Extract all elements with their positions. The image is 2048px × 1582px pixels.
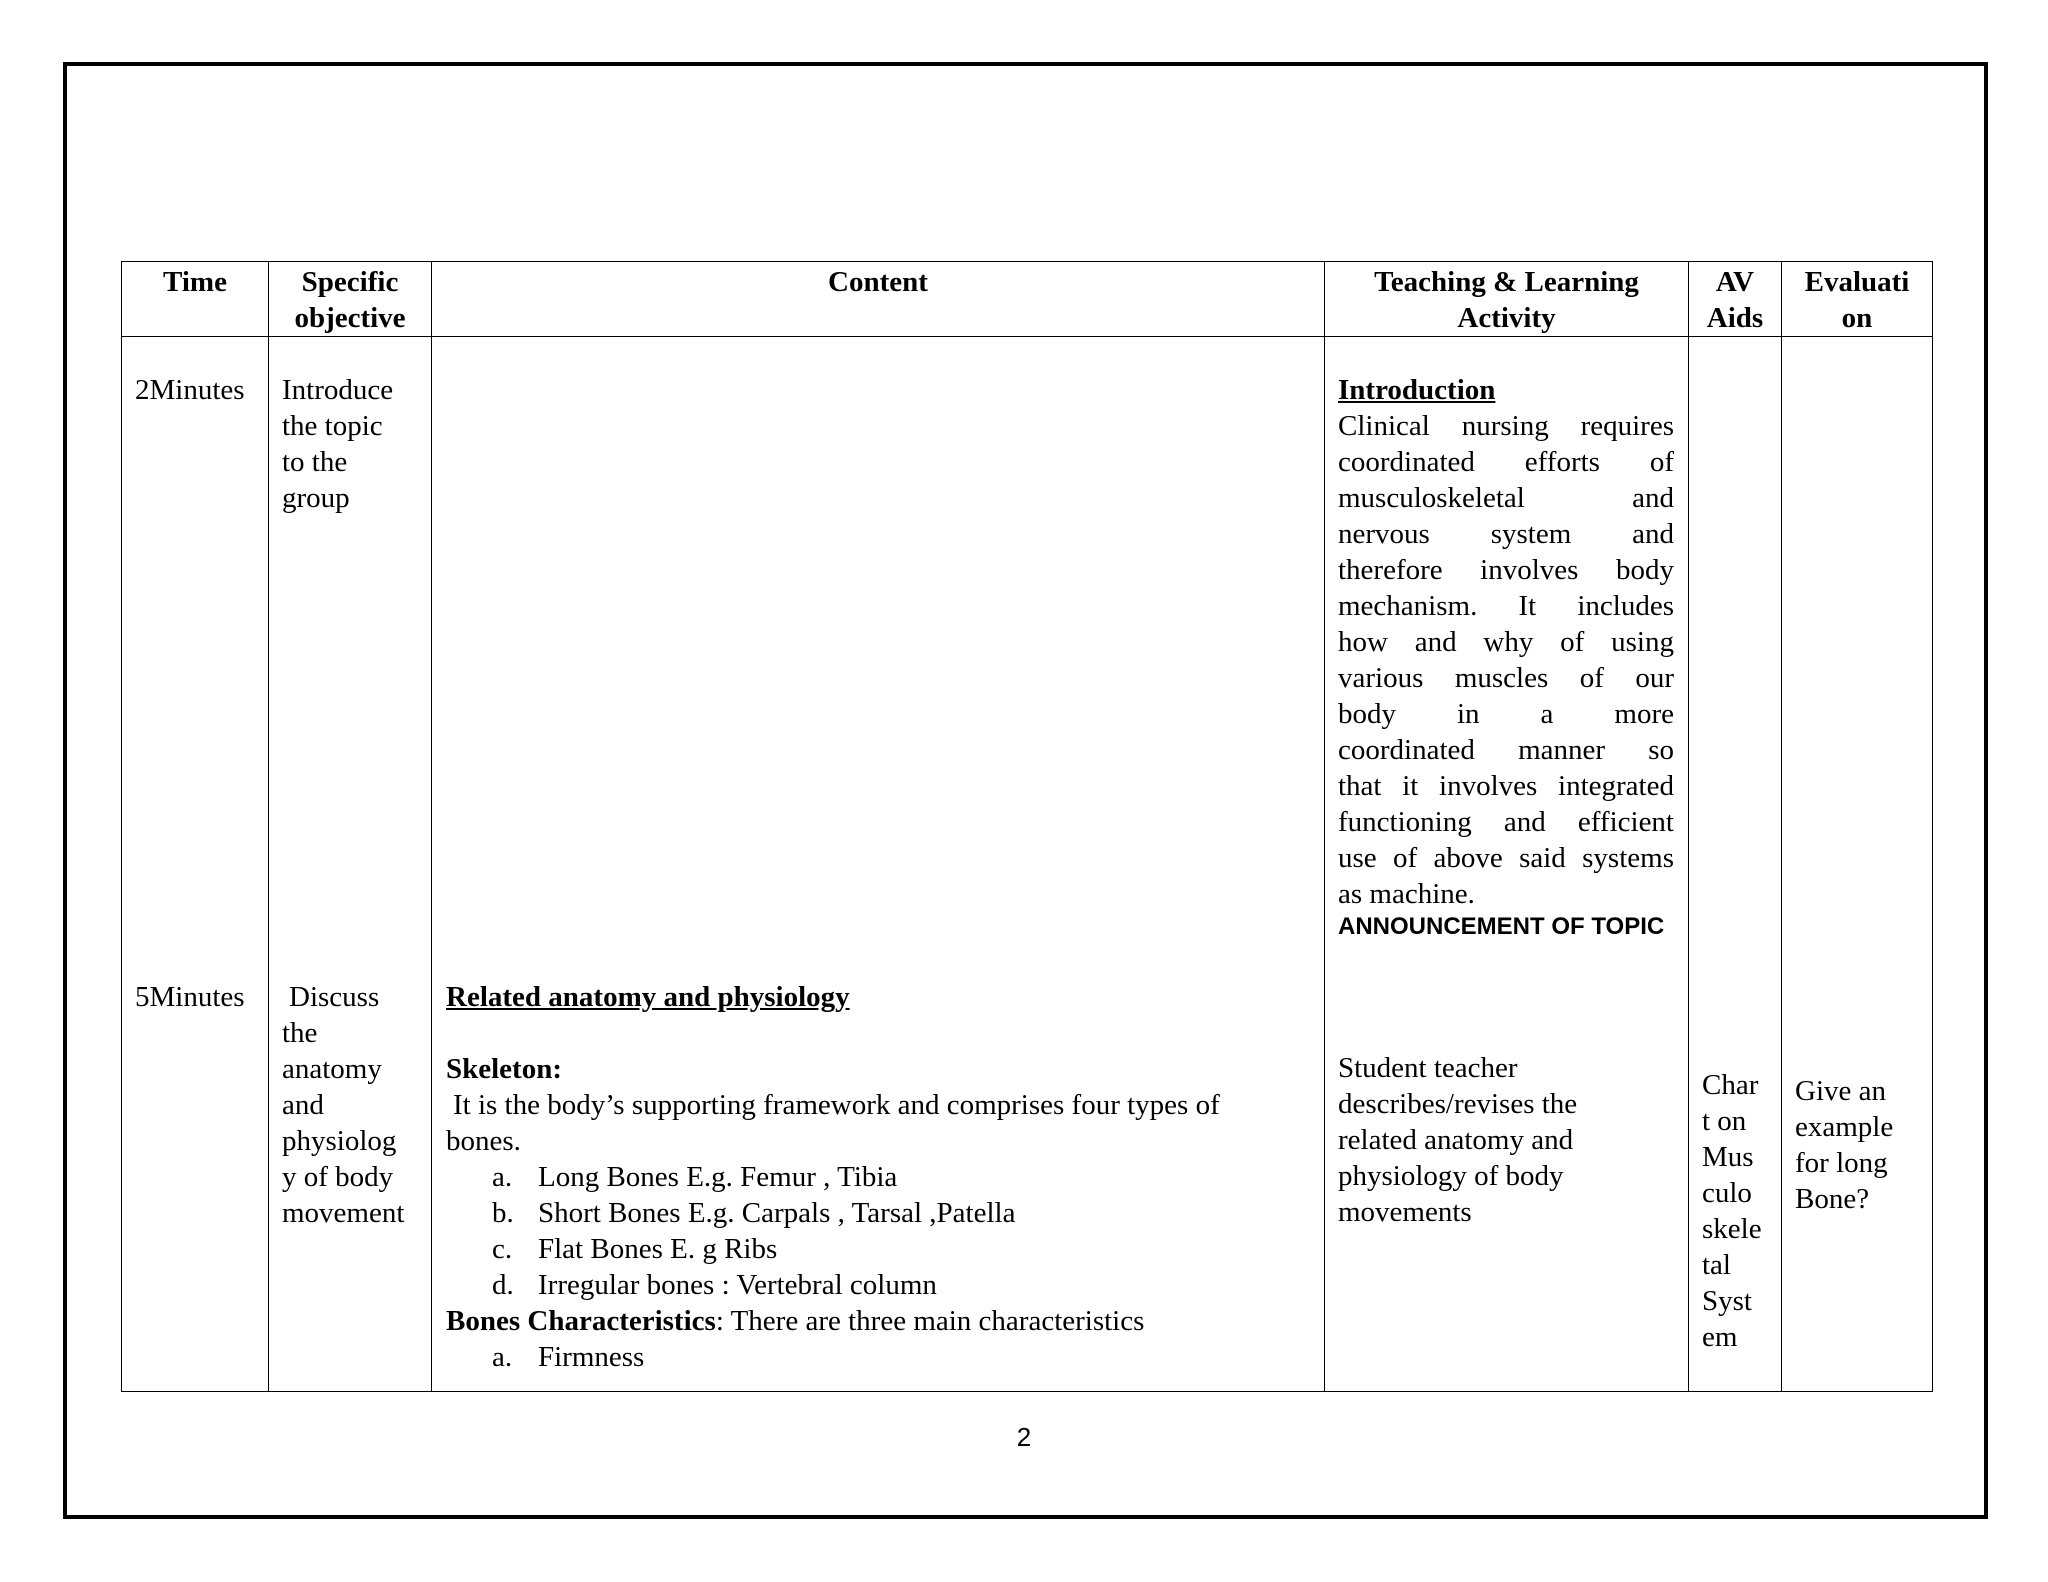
list-item: b. Short Bones E.g. Carpals , Tarsal ,Patella [492, 1197, 1016, 1229]
row1-objective: Introduce the topic to the group [282, 374, 394, 514]
table-header-row [122, 262, 1933, 337]
page-number: 2 [1016, 1422, 1032, 1452]
evaluation-cell [1782, 337, 1933, 1392]
header-time: Time [122, 262, 269, 337]
list-item: c. Flat Bones E. g Ribs [492, 1233, 778, 1265]
list-item: d. Irregular bones : Vertebral column [492, 1269, 937, 1301]
table-body-row [122, 337, 1933, 1392]
row2-av-aids: Char t on Mus culo skele tal Syst em [1702, 1069, 1762, 1353]
skeleton-text: It is the body’s supporting framework and comprises four types of [453, 1089, 1220, 1121]
skeleton-label: Skeleton: [446, 1053, 562, 1085]
characteristics-line: Bones Characteristics: There are three main characteristics [446, 1305, 1145, 1337]
row2-objective: Discuss the anatomy and physiolog y of body movement [282, 981, 405, 1229]
row2-evaluation: Give an example for long Bone? [1795, 1075, 1894, 1215]
header-av-aids: AV Aids [1689, 262, 1782, 337]
row1-activity: Introduction Clinical nursing requires coordinated efforts of musculoskeletal and nervous system and therefore involves body mechanism. It includes how and why of using various muscles of our body in a more coordinated manner so that it involves integrated functioning and efficient use of above said systems as machine. ANNOUNCEMENT OF TOPIC [1338, 374, 1674, 940]
introduction-heading: Introduction [1338, 374, 1496, 406]
list-item: a. Firmness [492, 1341, 645, 1373]
header-evaluation: Evaluati on [1782, 262, 1933, 337]
content-heading: Related anatomy and physiology [446, 981, 850, 1013]
objective-cell [269, 337, 432, 1392]
row2-content: Related anatomy and physiology Skeleton: It is the body’s supporting framework and comprises four types of bones. a. Long Bones E.g. Femur , Tibia b. Short Bones E.g. Carpals , Tarsal ,Patella c. Flat Bones E. g Ribs d. Irregular bones : Vertebral column Bones Characteristics: There are three main characteristics a. Firmness [446, 979, 1306, 1375]
activity-cell [1325, 337, 1689, 1392]
row1-time: 2Minutes [135, 374, 245, 406]
header-teaching-learning-activity: Teaching & Learning Activity [1325, 262, 1689, 337]
header-content: Content [432, 262, 1325, 337]
av-aids-cell [1689, 337, 1782, 1392]
list-item: a. Long Bones E.g. Femur , Tibia [492, 1161, 898, 1193]
time-cell [122, 337, 269, 1392]
content-cell [432, 337, 1325, 1392]
lesson-plan-table [121, 261, 1933, 1392]
row2-activity: Student teacher describes/revises the related anatomy and physiology of body movements [1338, 1052, 1578, 1228]
header-specific-objective: Specific objective [269, 262, 432, 337]
announcement-of-topic: ANNOUNCEMENT OF TOPIC [1338, 913, 1665, 940]
row2-time: 5Minutes [135, 981, 245, 1013]
